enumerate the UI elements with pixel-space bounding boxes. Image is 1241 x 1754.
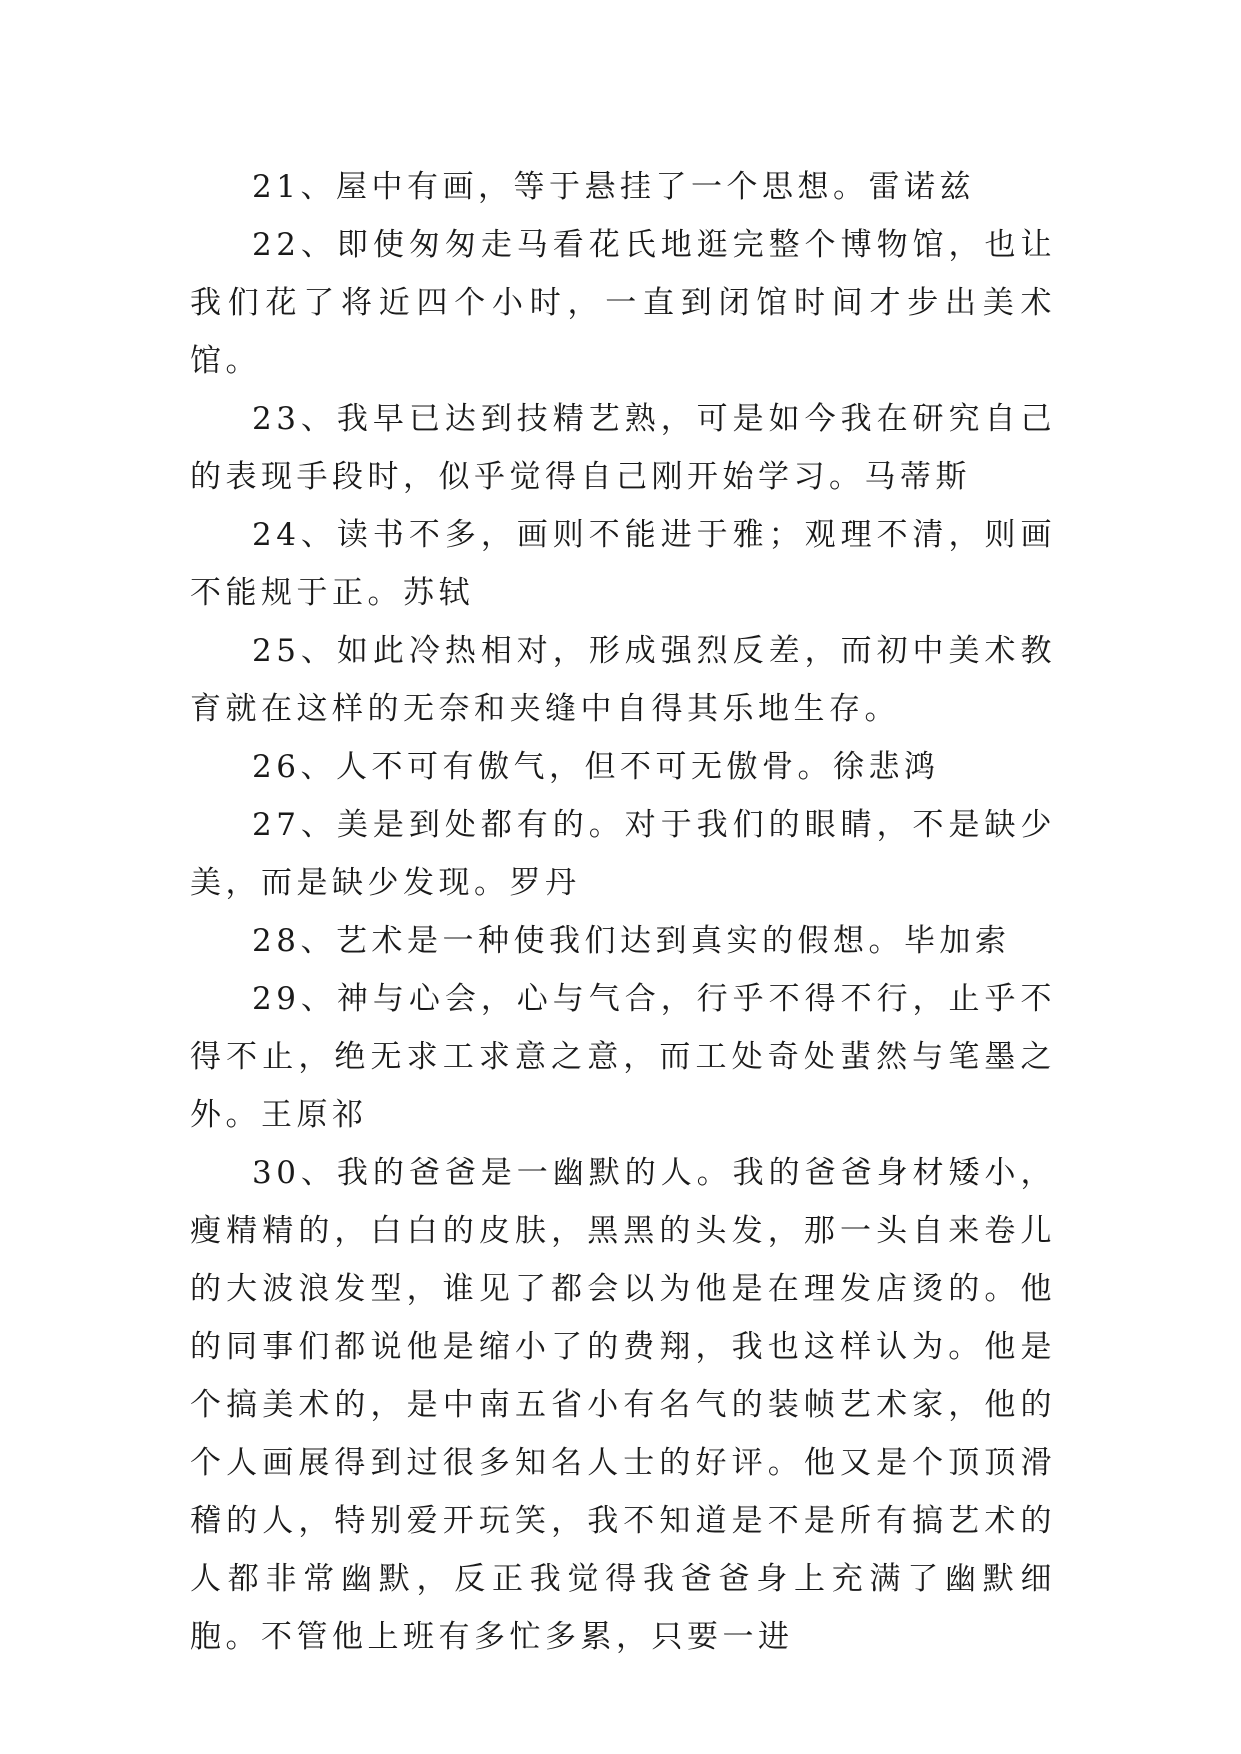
paragraph-26: 26、人不可有傲气，但不可无傲骨。徐悲鸿 bbox=[252, 749, 940, 785]
paragraph-28: 28、艺术是一种使我们达到真实的假想。毕加索 bbox=[252, 923, 1011, 959]
paragraph-22: 22、即使匆匆走马看花氏地逛完整个博物馆，也让我们花了将近四个小时，一直到闭馆时间才步出美术馆。 bbox=[190, 227, 1056, 379]
paragraph-25: 25、如此冷热相对，形成强烈反差，而初中美术教育就在这样的无奈和夹缝中自得其乐地生存。 bbox=[190, 633, 1056, 727]
paragraph-30: 30、我的爸爸是一幽默的人。我的爸爸身材矮小，瘦精精的，白白的皮肤，黑黑的头发，那一头自来卷儿的大波浪发型，谁见了都会以为他是在理发店烫的。他的同事们都说他是缩小了的费翔，我也这样认为。他是个搞美术的，是中南五省小有名气的装帧艺术家，他的个人画展得到过很多知名人士的好评。他又是个顶顶滑稽的人，特别爱开玩笑，我不知道是不是所有搞艺术的人都非常幽默，反正我觉得我爸爸身上充满了幽默细胞。不管他上班有多忙多累，只要一进 bbox=[190, 1155, 1056, 1655]
paragraph-23: 23、我早已达到技精艺熟，可是如今我在研究自己的表现手段时，似乎觉得自己刚开始学习。马蒂斯 bbox=[190, 401, 1056, 495]
paragraph-27: 27、美是到处都有的。对于我们的眼睛，不是缺少美，而是缺少发现。罗丹 bbox=[190, 807, 1056, 901]
paragraph-29: 29、神与心会，心与气合，行乎不得不行，止乎不得不止，绝无求工求意之意，而工处奇处蜚然与笔墨之外。王原祁 bbox=[190, 981, 1056, 1133]
document-body bbox=[190, 158, 1056, 1666]
paragraph-24: 24、读书不多，画则不能进于雅；观理不清，则画不能规于正。苏轼 bbox=[190, 517, 1056, 611]
paragraph-21: 21、屋中有画，等于悬挂了一个思想。雷诺兹 bbox=[252, 169, 975, 205]
